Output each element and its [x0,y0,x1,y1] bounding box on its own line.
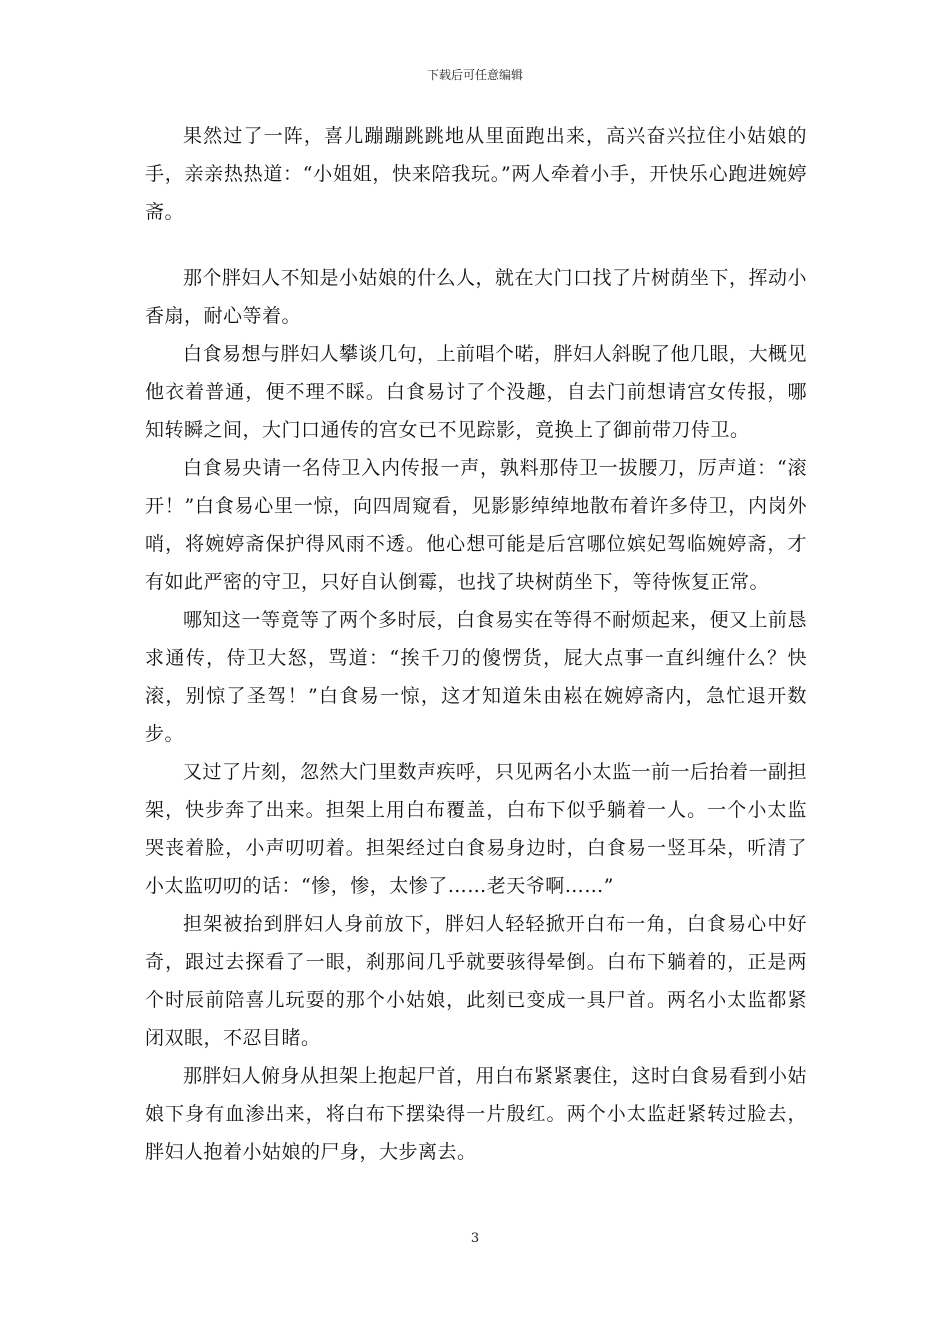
body-text [145,117,807,1171]
paragraph-3: 白食易想与胖妇人攀谈几句，上前唱个喏，胖妇人斜睨了他几眼，大概见他衣着普通，便不理不睬。白食易讨了个没趣，自去门前想请宫女传报，哪知转瞬之间，大门口通传的宫女已不见踪影，竟换上了御前带刀侍卫。 [145,343,808,441]
page-header: 下载后可任意编辑 [426,68,523,82]
paragraph-8: 那胖妇人俯身从担架上抱起尸首，用白布紧紧裹住，这时白食易看到小姑娘下身有血渗出来，将白布下摆染得一片殷红。两个小太监赶紧转过脸去，胖妇人抱着小姑娘的尸身，大步离去。 [145,1065,808,1163]
paragraph-7: 担架被抬到胖妇人身前放下，胖妇人轻轻掀开白布一角，白食易心中好奇，跟过去探看了一眼，刹那间几乎就要骇得晕倒。白布下躺着的，正是两个时辰前陪喜儿玩耍的那个小姑娘，此刻已变成一具尸首。两名小太监都紧闭双眼，不忍目睹。 [145,913,807,1049]
page-number: 3 [470,1231,480,1246]
paragraph-gap [145,231,807,259]
paragraph-2: 那个胖妇人不知是小姑娘的什么人，就在大门口找了片树荫坐下，挥动小香扇，耐心等着。 [145,267,808,327]
paragraph-4: 白食易央请一名侍卫入内传报一声，孰料那侍卫一拔腰刀，厉声道：“滚开！”白食易心里一惊，向四周窥看，见影影绰绰地散布着许多侍卫，内岗外哨，将婉婷斋保护得风雨不透。他心想可能是后宫哪位嫔妃驾临婉婷斋，才有如此严密的守卫，只好自认倒霉，也找了块树荫坐下，等待恢复正常。 [145,457,807,593]
paragraph-5: 哪知这一等竟等了两个多时辰，白食易实在等得不耐烦起来，便又上前恳求通传，侍卫大怒，骂道：“挨千刀的傻愣货，屁大点事一直纠缠什么？快滚，别惊了圣驾！”白食易一惊，这才知道朱由崧在婉婷斋内，急忙退开数步。 [145,609,808,745]
paragraph-1: 果然过了一阵，喜儿蹦蹦跳跳地从里面跑出来，高兴奋兴拉住小姑娘的手，亲亲热热道：“小姐姐，快来陪我玩。”两人牵着小手，开快乐心跑进婉婷斋。 [145,125,807,223]
paragraph-6: 又过了片刻，忽然大门里数声疾呼，只见两名小太监一前一后抬着一副担架，快步奔了出来。担架上用白布覆盖，白布下似乎躺着一人。一个小太监哭丧着脸，小声叨叨着。担架经过白食易身边时，白食易一竖耳朵，听清了小太监叨叨的话：“惨，惨，太惨了……老天爷啊……” [145,761,808,897]
